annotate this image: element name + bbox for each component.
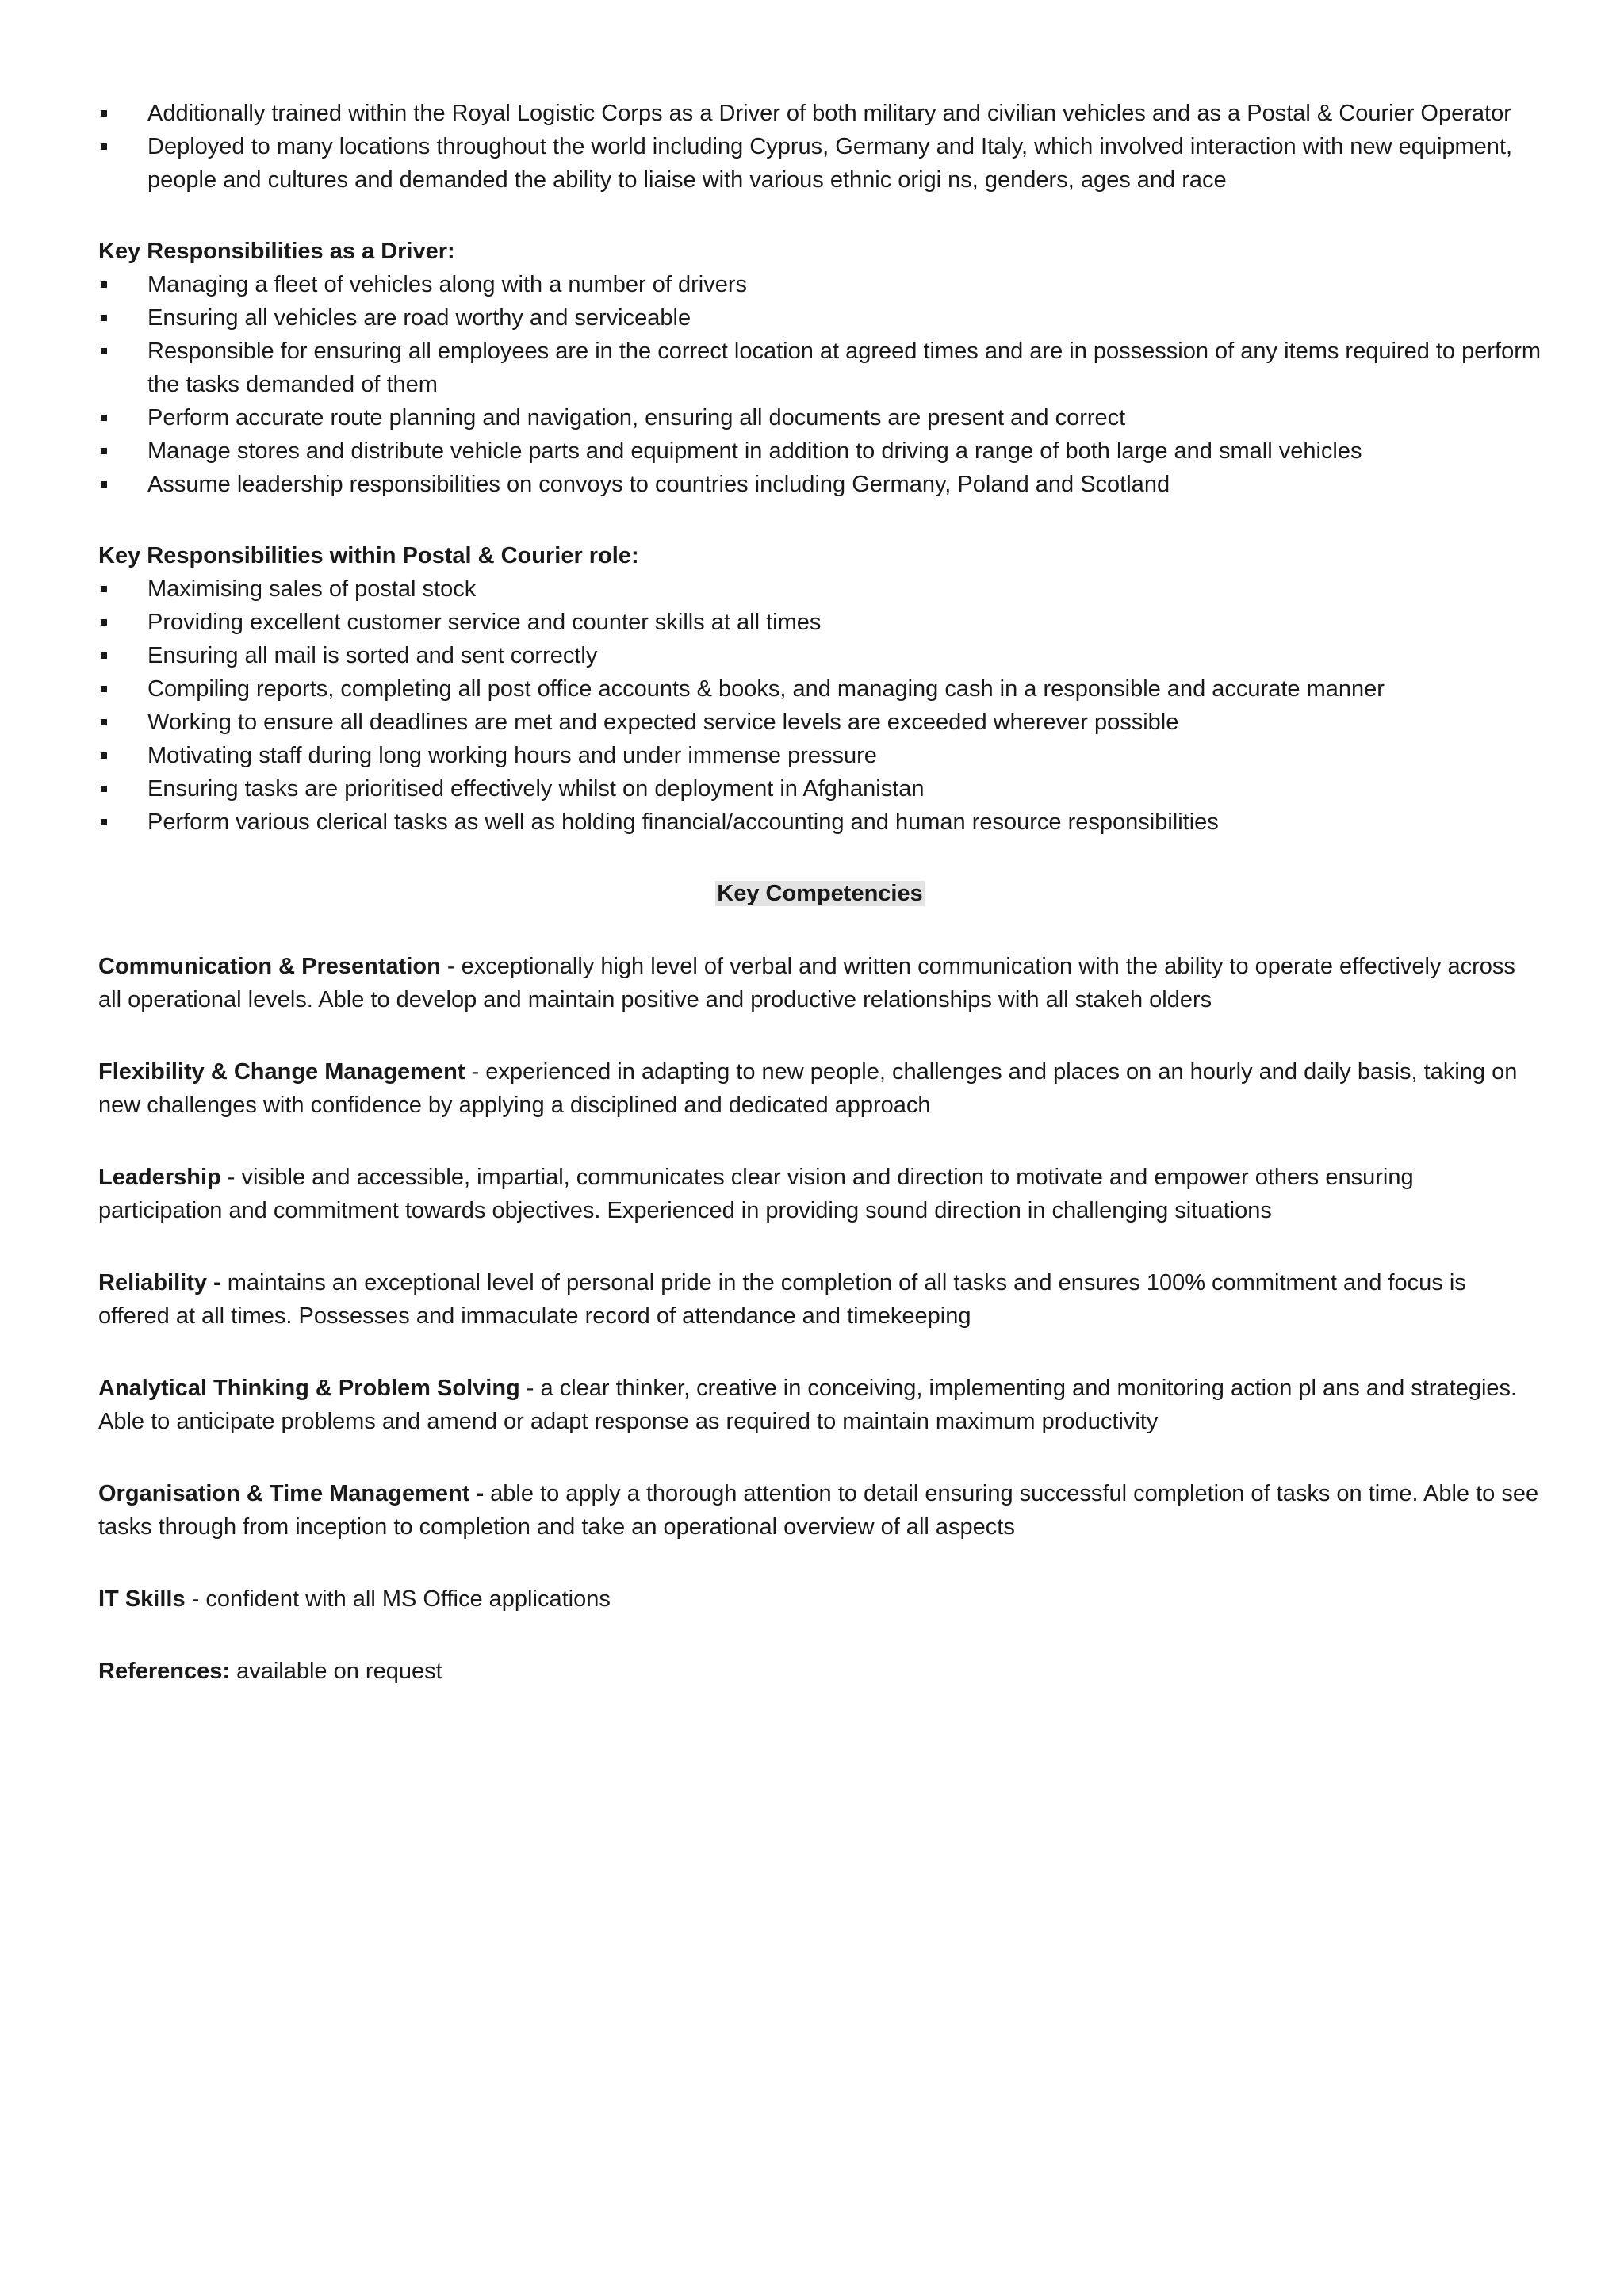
intro-bullet-list [98,97,1542,197]
driver-responsibility-item: Responsible for ensuring all employees are in the correct location at agreed times and are in possession of any items required to perform the tasks demanded of them [98,335,1542,401]
intro-bullet-item: Deployed to many locations throughout the world including Cyprus, Germany and Italy, which involved interaction with new equipment, people and cultures and demanded the ability to liaise with various ethnic origi ns, genders, ages and race [98,130,1542,197]
competency-reliability [98,1266,1542,1333]
competency-text: - visible and accessible, impartial, communicates clear vision and direction to motivate and empower others ensuring participation and commitment towards objectives. Experienced in providing sound direction in challenging situations [98,1165,1414,1223]
spacer [98,1122,1542,1161]
competency-text: - confident with all MS Office applications [185,1586,611,1612]
competency-text: maintains an exceptional level of personal pride in the completion of all tasks and ensures 100% commitment and focus is offered at all times. Possesses and immaculate record of attendance and timekeeping [98,1270,1466,1329]
spacer [98,1616,1542,1655]
postal-responsibility-item: Motivating staff during long working hours and under immense pressure [98,739,1542,772]
driver-responsibility-item: Assume leadership responsibilities on convoys to countries including Germany, Poland and Scotland [98,468,1542,501]
spacer [98,1227,1542,1266]
competency-title: Communication & Presentation [98,954,441,979]
spacer [98,1544,1542,1582]
competency-title: Analytical Thinking & Problem Solving [98,1376,520,1401]
intro-bullet-item: Additionally trained within the Royal Logistic Corps as a Driver of both military and civilian vehicles and as a Postal & Courier Operator [98,97,1542,130]
driver-responsibility-list [98,268,1542,501]
references-text: available on request [230,1659,442,1684]
document-content [98,97,1542,1688]
spacer [98,910,1542,950]
driver-responsibility-item: Managing a fleet of vehicles along with a number of drivers [98,268,1542,301]
driver-responsibility-item: Manage stores and distribute vehicle parts and equipment in addition to driving a range of both large and small vehicles [98,434,1542,468]
driver-responsibility-item: Perform accurate route planning and navigation, ensuring all documents are present and correct [98,401,1542,434]
spacer [98,1333,1542,1372]
competency-text: - exceptionally high level of verbal and written communication with the ability to operate effectively across all operational levels. Able to develop and maintain positive and productive relationships with all stakeh olders [98,954,1515,1012]
postal-responsibility-item: Perform various clerical tasks as well as holding financial/accounting and human resource responsibilities [98,806,1542,839]
competency-title: IT Skills [98,1586,186,1612]
postal-responsibility-item: Ensuring all mail is sorted and sent correctly [98,639,1542,672]
competency-analytical-thinking [98,1372,1542,1438]
postal-section-heading: Key Responsibilities within Postal & Courier role: [98,543,639,568]
competency-flexibility [98,1055,1542,1122]
driver-responsibility-item: Ensuring all vehicles are road worthy and serviceable [98,301,1542,335]
spacer [98,197,1542,235]
competency-communication [98,950,1542,1016]
competencies-heading [98,877,1542,910]
spacer [98,839,1542,877]
postal-responsibility-item: Ensuring tasks are prioritised effectively whilst on deployment in Afghanistan [98,772,1542,806]
postal-responsibility-item: Compiling reports, completing all post office accounts & books, and managing cash in a responsible and accurate manner [98,672,1542,706]
competency-organisation [98,1477,1542,1544]
references [98,1655,1542,1688]
competencies-heading-text: Key Competencies [717,881,923,906]
competency-leadership [98,1161,1542,1227]
references-title: References: [98,1659,231,1684]
competency-it-skills [98,1582,1542,1616]
postal-responsibility-item: Maximising sales of postal stock [98,572,1542,606]
postal-responsibility-list [98,572,1542,839]
competency-title: Reliability - [98,1270,221,1295]
competency-title: Flexibility & Change Management [98,1059,465,1085]
competency-text: - a clear thinker, creative in conceiving, implementing and monitoring action pl ans and strategies. Able to anticipate problems and amend or adapt response as required to maintain maximum productivity [98,1376,1518,1434]
driver-section-heading: Key Responsibilities as a Driver: [98,239,455,264]
spacer [98,1438,1542,1477]
competency-text: able to apply a thorough attention to detail ensuring successful completion of tasks on time. Able to see tasks through from inception to completion and take an operational overview of all aspects [98,1481,1539,1540]
postal-responsibility-item: Working to ensure all deadlines are met and expected service levels are exceeded wherever possible [98,706,1542,739]
competency-title: Organisation & Time Management - [98,1481,485,1506]
competency-title: Leadership [98,1165,221,1190]
spacer [98,1016,1542,1055]
competency-text: - experienced in adapting to new people, challenges and places on an hourly and daily basis, taking on new challenges with confidence by applying a disciplined and dedicated approach [98,1059,1518,1118]
postal-responsibility-item: Providing excellent customer service and counter skills at all times [98,606,1542,639]
spacer [98,501,1542,539]
